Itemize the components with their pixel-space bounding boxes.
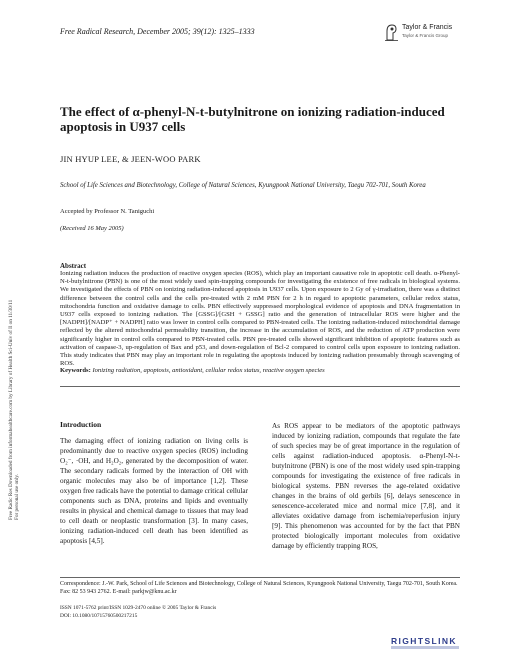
section-divider bbox=[60, 386, 460, 387]
download-watermark bbox=[2, 180, 22, 520]
rightslink-underline bbox=[391, 646, 459, 649]
rightslink-badge[interactable] bbox=[391, 636, 463, 650]
download-note: Free Radic Res Downloaded from informahealthcare.com by Library of Health Sci-Univ of Il on 11/30/11 bbox=[8, 299, 14, 520]
doi-line[interactable]: DOI: 10.1080/10715760500217215 bbox=[60, 613, 138, 619]
footnote-divider bbox=[60, 577, 460, 578]
accepted-note: Accepted by Professor N. Taniguchi bbox=[60, 208, 155, 215]
taylor-francis-logo-icon bbox=[384, 22, 399, 42]
publisher-group: Taylor & Francis Group bbox=[402, 33, 449, 38]
received-note: (Received 16 May 2005) bbox=[60, 225, 124, 232]
introduction-heading: Introduction bbox=[60, 420, 102, 429]
keywords-label: Keywords: bbox=[60, 367, 91, 374]
author-affiliation: School of Life Sciences and Biotechnology, College of Natural Sciences, Kyungpook National University, Taegu 702-701, South Korea bbox=[60, 182, 426, 189]
article-authors: JIN HYUP LEE, & JEEN-WOO PARK bbox=[60, 154, 201, 164]
personal-use-note: For personal use only. bbox=[14, 474, 20, 520]
journal-citation: Free Radical Research, December 2005; 39(12): 1325–1333 bbox=[60, 27, 255, 36]
keywords-list: Ionizing radiation, apoptosis, antioxidant, cellular redox status, reactive oxygen species bbox=[92, 367, 325, 374]
intro-column-left: The damaging effect of ionizing radiation on living cells is predominantly due to reactive oxygen species (ROS) including O₂⁻, ·OH, and H₂O₂, generated by the decomposition of water. The secondary radicals formed by the interaction of OH with organic molecules may also be of importance [1,2]. These oxygen free radicals have the potential to damage critical cellular components such as DNA, proteins and lipids and eventually results in physical and chemical damage to tissues that may lead to cell death or neoplastic transformation [3]. In many cases, ionizing radiation-induced cell death has been identified as apoptosis [4,5]. bbox=[60, 437, 248, 545]
publisher-logo[interactable] bbox=[384, 22, 460, 44]
correspondence-note: Correspondence: J.-W. Park, School of Life Sciences and Biotechnology, College of Natural Sciences, Kyungpook National University, Taegu 702-701, South Korea. Fax: 82 53 943 2762. E-mail: parkjw@knu.ac.kr bbox=[60, 581, 458, 595]
abstract-text: Ionizing radiation induces the production of reactive oxygen species (ROS), which play an important causative role in apoptotic cell death. α-Phenyl-N-t-butylnitrone (PBN) is one of the most widely used spin-trapping compounds for investigating the existence of free radicals in biological systems. We investigated the effects of PBN on ionizing radiation-induced apoptosis in U937 cells. Upon exposure to 2 Gy of γ-irradiation, there was a distinct difference between the control cells and the cells pre-treated with 2 mM PBN for 2 h in regard to apoptotic parameters, cellular redox status, mitochondria function and oxidative damage to cells. PBN effectively suppressed morphological evidence of apoptosis and DNA fragmentation in U937 cells exposed to ionizing radiation. The [GSSG]/[GSH + GSSG] ratio and the generation of intracellular ROS were higher and the [NADPH]/[NADP⁺ + NADPH] ratio was lower in control cells compared to PBN-treated cells. The ionizing radiation-induced mitochondrial damage reflected by the altered mitochondrial permeability transition, the increase in the accumulation of ROS, and the reduction of ATP production were significantly higher in control cells compared to PBN-treated cells. PBN pre-treated cells showed significant inhibition of apoptotic features such as activation of caspase-3, up-regulation of Bax and p53, and down-regulation of Bcl-2 compared to control cells upon exposure to ionizing radiation. This study indicates that PBN may play an important role in regulating the apoptosis induced by ionizing radiation presumably through scavenging of ROS. bbox=[60, 270, 460, 368]
abstract-heading: Abstract bbox=[60, 262, 87, 270]
publisher-name: Taylor & Francis bbox=[402, 24, 453, 31]
issn-line: ISSN 1071-5762 print/ISSN 1029-2470 online © 2005 Taylor & Francis bbox=[60, 605, 217, 611]
article-title: The effect of α-phenyl-N-t-butylnitrone on ionizing radiation-induced apoptosis in U937 cells bbox=[60, 104, 445, 134]
intro-column-right: As ROS appear to be mediators of the apoptotic pathways induced by ionizing radiation, compounds that regulate the fate of such species may be of great importance in the regulation of cells against radiation-induced apoptosis. α-Phenyl-N-t-butylnitrone (PBN) is one of the most widely used spin-trapping compounds for investigating the existence of free radicals in biological systems. PBN reverses the age-related oxidative changes in the brains of old gerbils [6], delays senescence in senescence-accelerated mice and normal mice [7,8], and it alleviates oxidative damage from ischemia/reperfusion injury [9]. This phenomenon was accounted for by the fact that PBN protected biologically important molecules from oxidative damage by efficiently trapping ROS, bbox=[272, 422, 460, 550]
rightslink-label: RIGHTSLINK bbox=[391, 636, 457, 646]
keywords-line bbox=[60, 367, 460, 374]
